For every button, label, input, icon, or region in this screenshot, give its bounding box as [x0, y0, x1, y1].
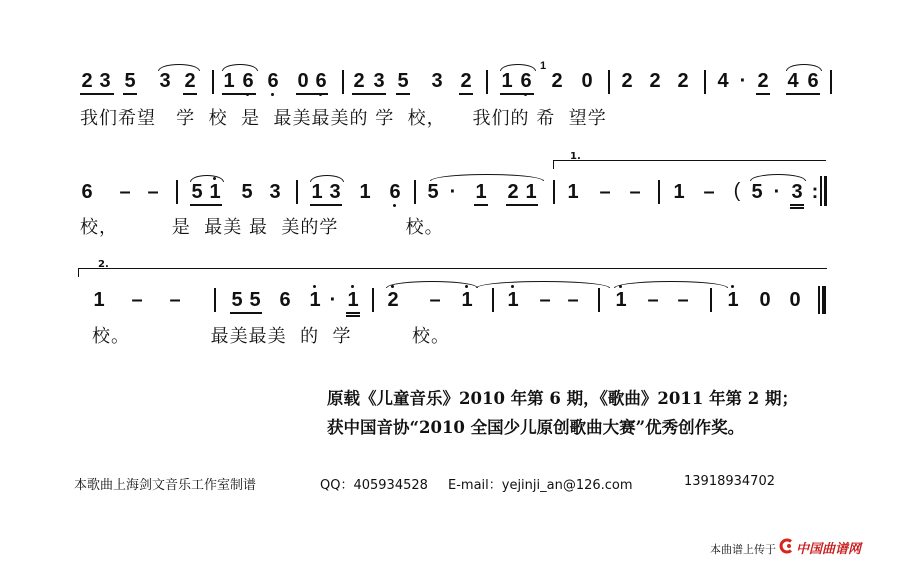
note: – — [131, 289, 143, 311]
note: 5 — [231, 289, 243, 311]
note: 1 — [359, 181, 371, 203]
site-logo-icon — [778, 538, 794, 554]
note: 1 — [223, 70, 235, 92]
note: – — [703, 181, 715, 203]
note: 1 — [311, 181, 323, 203]
volta-1-label: 1. — [570, 151, 581, 162]
note: 1 — [501, 70, 513, 92]
note: 6 — [807, 70, 819, 92]
note: – — [629, 181, 641, 203]
site-logo: 中国曲谱网 — [796, 542, 862, 557]
note: 1 — [567, 181, 579, 203]
note: 6 — [81, 181, 93, 203]
note: – — [147, 181, 159, 203]
repeat-sign: : — [811, 181, 819, 203]
note: – — [599, 181, 611, 203]
qq-number: QQ：405934528 — [320, 478, 428, 493]
upload-label: 本曲谱上传于 — [710, 543, 776, 556]
note: 0 — [581, 70, 593, 92]
note: 0 — [297, 70, 309, 92]
note: 5 — [427, 181, 439, 203]
publication-note: 原载《儿童音乐》2010 年第 6 期，《歌曲》2011 年第 2 期； — [327, 389, 799, 408]
lyrics-line-2: 校， 是 最美 最 美的学 校。 — [80, 217, 444, 238]
note: 6 — [267, 70, 279, 92]
note: – — [429, 289, 441, 311]
note: 2 — [621, 70, 633, 92]
note: 3 — [791, 181, 803, 203]
note: 1 — [525, 181, 537, 203]
note: · — [773, 181, 781, 203]
note: 6 — [242, 70, 254, 92]
note: · — [739, 70, 747, 92]
note: 1 — [309, 289, 321, 311]
note: 1 — [93, 289, 105, 311]
note: 6 — [520, 70, 532, 92]
note: 3 — [373, 70, 385, 92]
note: 2 — [387, 289, 399, 311]
note: ( — [733, 180, 741, 202]
lyrics-line-3: 校。 最美最美 的 学 校。 — [92, 326, 451, 347]
note: – — [539, 289, 551, 311]
email-address: E-mail：yejinji_an@126.com — [448, 478, 633, 493]
note: 1 — [347, 289, 359, 311]
studio-credit: 本歌曲上海剑文音乐工作室制谱 — [74, 478, 257, 493]
note: 1 — [209, 181, 221, 203]
note: 2 — [353, 70, 365, 92]
note: 2 — [507, 181, 519, 203]
note: 2 — [757, 70, 769, 92]
note: 2 — [551, 70, 563, 92]
grace-note: 1 — [540, 60, 547, 72]
note: 1 — [507, 289, 519, 311]
note: 5 — [249, 289, 261, 311]
note: 4 — [787, 70, 799, 92]
note: 3 — [99, 70, 111, 92]
note: 1 — [673, 181, 685, 203]
note: 2 — [81, 70, 93, 92]
note: 5 — [124, 70, 136, 92]
note: 3 — [159, 70, 171, 92]
note: 5 — [191, 181, 203, 203]
phone-number: 13918934702 — [684, 474, 775, 489]
note: 5 — [751, 181, 763, 203]
note: 1 — [475, 181, 487, 203]
note: – — [119, 181, 131, 203]
lyrics-line-1: 我们希望 学 校 是 最美最美的 学 校， 我们的 希 望学 — [80, 108, 607, 129]
note: 4 — [717, 70, 729, 92]
note: 1 — [615, 289, 627, 311]
note: – — [567, 289, 579, 311]
note: 0 — [789, 289, 801, 311]
note: 1 — [727, 289, 739, 311]
note: 6 — [279, 289, 291, 311]
note: 1 — [461, 289, 473, 311]
note: 3 — [329, 181, 341, 203]
volta-2-label: 2. — [98, 259, 109, 270]
note: 6 — [389, 181, 401, 203]
note: – — [169, 289, 181, 311]
note: 3 — [431, 70, 443, 92]
award-note: 获中国音协“2010 全国少儿原创歌曲大赛”优秀创作奖。 — [327, 418, 745, 437]
note: 5 — [397, 70, 409, 92]
note: – — [677, 289, 689, 311]
note: · — [449, 181, 457, 203]
note: 2 — [184, 70, 196, 92]
note: 0 — [759, 289, 771, 311]
note: 2 — [677, 70, 689, 92]
note: – — [647, 289, 659, 311]
note: · — [329, 289, 337, 311]
note: 6 — [315, 70, 327, 92]
note: 3 — [269, 181, 281, 203]
note: 2 — [460, 70, 472, 92]
note: 2 — [649, 70, 661, 92]
note: 5 — [241, 181, 253, 203]
